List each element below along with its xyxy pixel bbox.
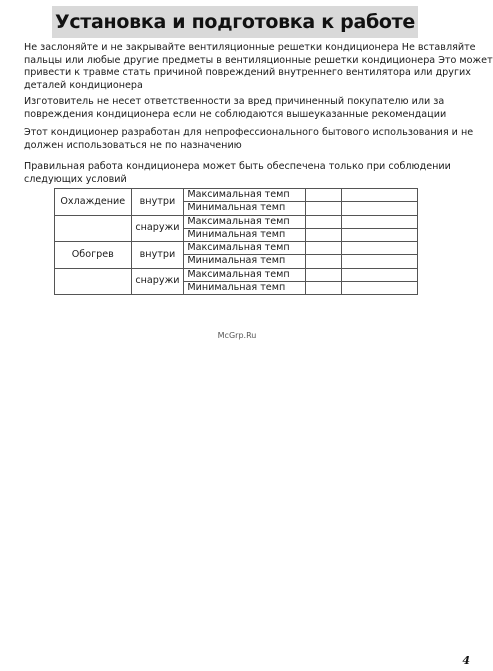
param-cell: Максимальная темп: [184, 215, 306, 228]
text-line: деталей кондиционера: [24, 79, 143, 91]
value-cell: [342, 242, 418, 255]
param-cell: Минимальная темп: [184, 228, 306, 241]
text-line: повреждения кондиционера если не соблюдаются вышеуказанные рекомендации: [24, 108, 447, 120]
value-cell: [306, 189, 342, 202]
table-row: [55, 242, 418, 255]
page-title: Установка и подготовка к работе: [55, 11, 415, 33]
value-cell: [342, 282, 418, 295]
text-line: следующих условий: [24, 173, 127, 185]
mode-cell-empty: [55, 268, 132, 295]
value-cell: [306, 242, 342, 255]
text-line: привести к травме стать причиной повреждений внутреннего вентилятора или других: [24, 67, 471, 78]
text-line: Изготовитель не несет ответственности за вред причиненный покупателю или за: [24, 96, 445, 107]
operating-conditions-table: [54, 188, 418, 295]
paragraph-ventilation-warning: [24, 42, 493, 92]
value-cell: [306, 215, 342, 228]
text-line: Этот кондиционер разработан для непрофессионального бытового использования и не: [24, 127, 474, 138]
text-line: должен использоваться не по назначению: [24, 139, 242, 151]
param-cell: Минимальная темп: [184, 255, 306, 268]
value-cell: [342, 228, 418, 241]
text-line: Не заслоняйте и не закрывайте вентиляционные решетки кондиционера Не вставляйте: [24, 42, 476, 53]
param-cell: Максимальная темп: [184, 268, 306, 281]
value-cell: [342, 202, 418, 215]
mode-cell: Охлаждение: [55, 189, 132, 216]
paragraph-household-use: [24, 127, 474, 152]
paragraph-liability: [24, 96, 447, 121]
value-cell: [342, 189, 418, 202]
watermark-text: McGrp.Ru: [217, 331, 257, 340]
value-cell: [342, 255, 418, 268]
table-row: [55, 268, 418, 281]
value-cell: [306, 228, 342, 241]
value-cell: [342, 215, 418, 228]
value-cell: [306, 282, 342, 295]
place-cell: снаружи: [131, 215, 184, 242]
mode-cell: Обогрев: [55, 242, 132, 269]
param-cell: Максимальная темп: [184, 242, 306, 255]
place-cell: внутри: [131, 189, 184, 216]
place-cell: внутри: [131, 242, 184, 269]
value-cell: [342, 268, 418, 281]
text-line: Правильная работа кондиционера может быть обеспечена только при соблюдении: [24, 161, 451, 172]
param-cell: Минимальная темп: [184, 282, 306, 295]
paragraph-conditions-intro: [24, 161, 451, 186]
page-number: 4: [462, 654, 470, 667]
value-cell: [306, 255, 342, 268]
table-row: [55, 215, 418, 228]
place-cell: снаружи: [131, 268, 184, 295]
text-line: пальцы или любые другие предметы в вентиляционные решетки кондиционера Это может: [24, 54, 493, 66]
param-cell: Максимальная темп: [184, 189, 306, 202]
table-row: [55, 189, 418, 202]
value-cell: [306, 202, 342, 215]
mode-cell-empty: [55, 215, 132, 242]
value-cell: [306, 268, 342, 281]
title-banner: [52, 6, 418, 38]
param-cell: Минимальная темп: [184, 202, 306, 215]
